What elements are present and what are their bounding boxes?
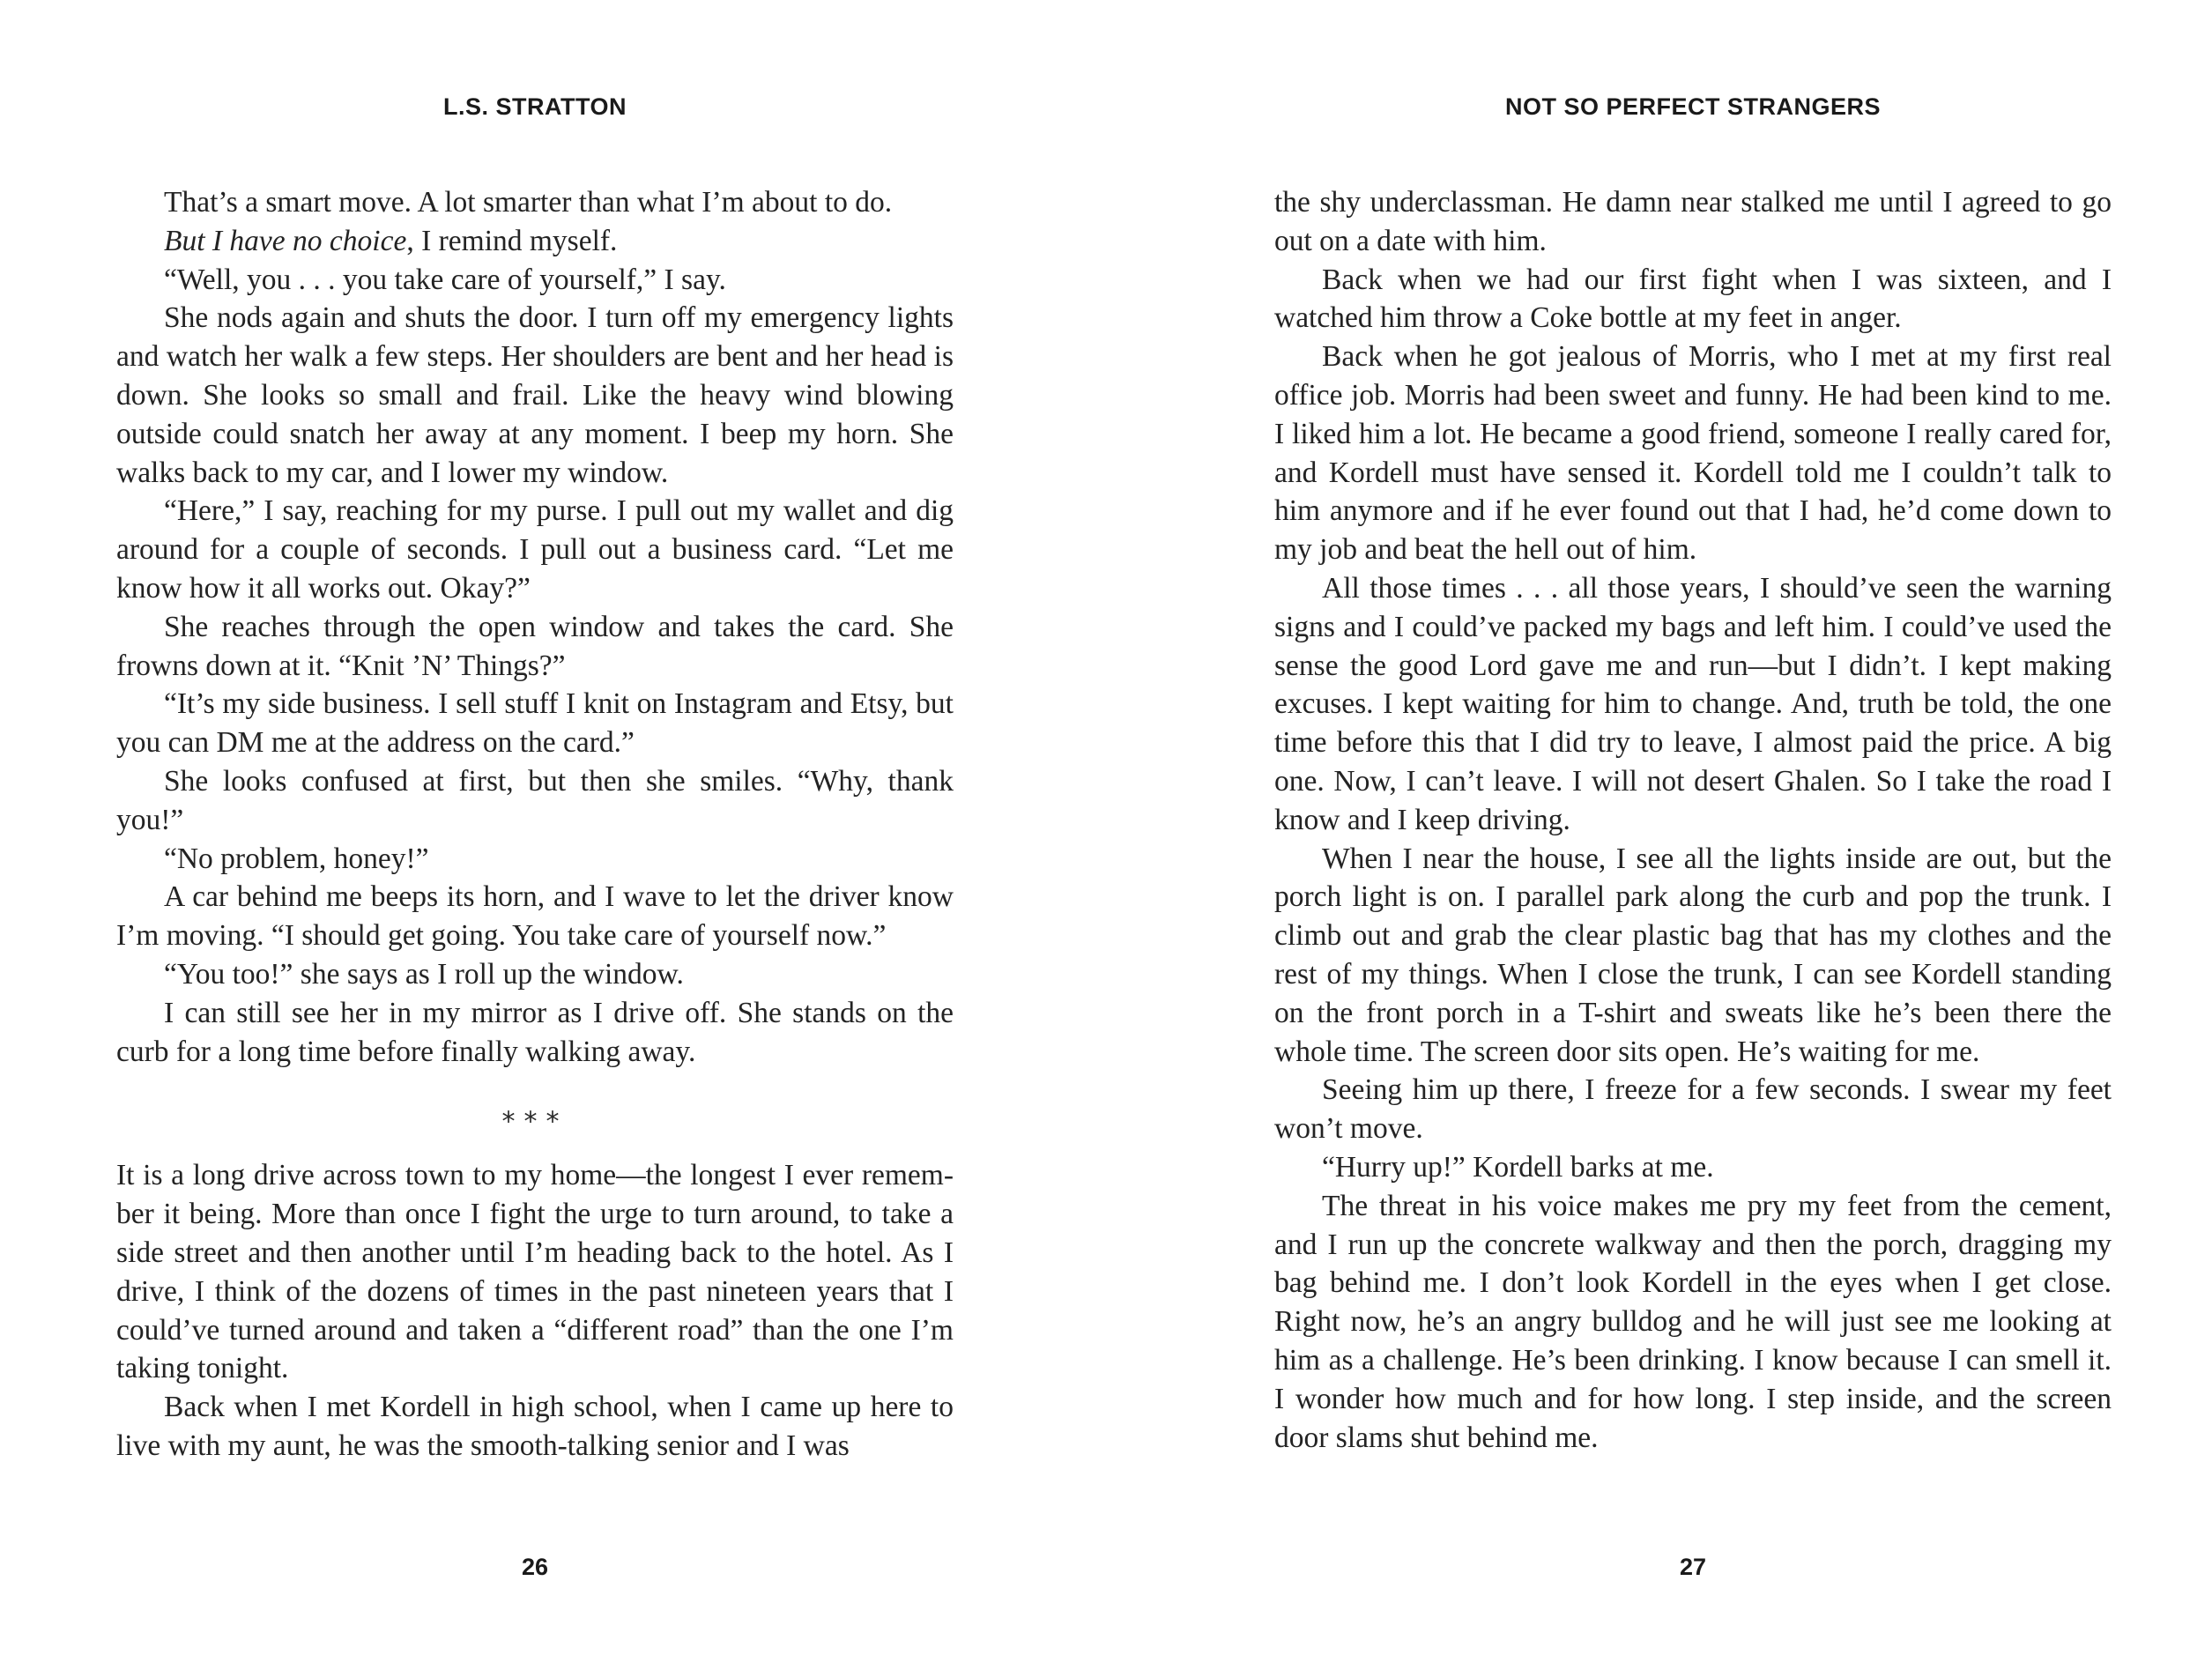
paragraph: “It’s my side business. I sell stuff I knit on Instagram and Etsy, but you can DM me at the address on the card.” <box>116 687 954 760</box>
paragraph: “Well, you . . . you take care of yourself,” I say. <box>164 263 726 296</box>
paragraph: That’s a smart move. A lot smarter than what I’m about to do. <box>164 186 893 219</box>
right-page <box>1274 0 2112 1670</box>
paragraph: She nods again and shuts the door. I turn off my emergency lights and watch her walk a few steps. Her shoulders are bent and her head is down. She looks so small and frail. Like the heavy wind blowing outside could snatch her away at any moment. I beep my horn. She walks back to my car, and I lower my window. <box>116 301 954 489</box>
paragraph: She reaches through the open window and takes the card. She frowns down at it. “Knit ’N’ Things?” <box>116 610 954 682</box>
italic-phrase: But I have no choice <box>164 224 407 257</box>
paragraph: Back when I met Kordell in high school, when I came up here to live with my aunt, he was the smooth-talking senior and I was <box>116 1391 954 1462</box>
paragraph: “Here,” I say, reaching for my purse. I pull out my wallet and dig around for a couple of seconds. I pull out a business card. “Let me know how it all works out. Okay?” <box>116 494 954 605</box>
paragraph: When I near the house, I see all the lights inside are out, but the porch light is on. I parallel park along the curb and pop the trunk. I climb out and grab the clear plastic bag that has my clothes and the rest of my things. When I close the trunk, I can see Kordell standing on the front porch in a T-shirt and sweats like he’s been there the whole time. The screen door sits open. He’s waiting for me. <box>1274 842 2112 1068</box>
paragraph: “No problem, honey!” <box>164 842 429 875</box>
running-head-title: NOT SO PERFECT STRANGERS <box>1504 93 1882 120</box>
page-number: 26 <box>521 1554 549 1580</box>
paragraph: “Hurry up!” Kordell barks at me. <box>1322 1150 1714 1184</box>
paragraph: Back when we had our first fight when I was sixteen, and I watched him throw a Coke bottle at my feet in anger. <box>1274 263 2112 335</box>
paragraph: The threat in his voice makes me pry my feet from the cement, and I run up the concrete walkway and then the porch, dragging my bag behind me. I don’t look Kordell in the eyes when I get close. Right now, he’s an angry bulldog and he will just see me looking at him as a challenge. He’s been drinking. I know because I can smell it. I wonder how much and for how long. I step inside, and the screen door slams shut behind me. <box>1274 1189 2112 1454</box>
paragraph: the shy underclassman. He damn near stalked me until I agreed to go out on a date with him. <box>1274 186 2112 257</box>
page-number: 27 <box>1679 1554 1707 1580</box>
left-page <box>116 0 954 1670</box>
paragraph-text: , I remind myself. <box>406 224 618 257</box>
paragraph: Seeing him up there, I freeze for a few seconds. I swear my feet won’t move. <box>1274 1073 2112 1146</box>
paragraph: She looks confused at first, but then she smiles. “Why, thank you!” <box>116 764 954 836</box>
left-page-body <box>116 183 954 1466</box>
paragraph: All those times . . . all those years, I should’ve seen the warning signs and I could’ve packed my bags and left him. I could’ve used the sense the good Lord gave me and run—but I didn’t. I kept making excuses. I kept waiting for him to change. And, truth be told, the one time before this that I did try to leave, I almost paid the price. A big one. Now, I can’t leave. I will not desert Ghalen. So I take the road I know and I keep driving. <box>1274 571 2112 836</box>
paragraph <box>116 222 954 261</box>
scene-break-ornament: ⁎⁎⁎ <box>501 1097 568 1129</box>
paragraph: I can still see her in my mirror as I drive off. She stands on the curb for a long time before finally walking away. <box>116 996 954 1068</box>
paragraph: A car behind me beeps its horn, and I wave to let the driver know I’m moving. “I should get going. You take care of yourself now.” <box>116 880 954 953</box>
right-page-body <box>1274 183 2112 1457</box>
paragraph: It is a long drive across town to my home—the longest I ever remem-ber it being. More than once I fight the urge to turn around, to take a side street and then another until I’m heading back to the hotel. As I drive, I think of the dozens of times in the past nineteen years that I could’ve turned around and taken a “different road” than the one I’m taking tonight. <box>116 1159 954 1385</box>
paragraph: “You too!” she says as I roll up the window. <box>164 957 684 991</box>
running-head-author: L.S. STRATTON <box>443 93 627 120</box>
paragraph: Back when he got jealous of Morris, who I met at my first real office job. Morris had been sweet and funny. He had been kind to me. I liked him a lot. He became a good friend, someone I really cared for, and Kordell must have sensed it. Kordell told me I couldn’t talk to him anymore and if he ever found out that I had, he’d come down to my job and beat the hell out of him. <box>1274 340 2112 567</box>
